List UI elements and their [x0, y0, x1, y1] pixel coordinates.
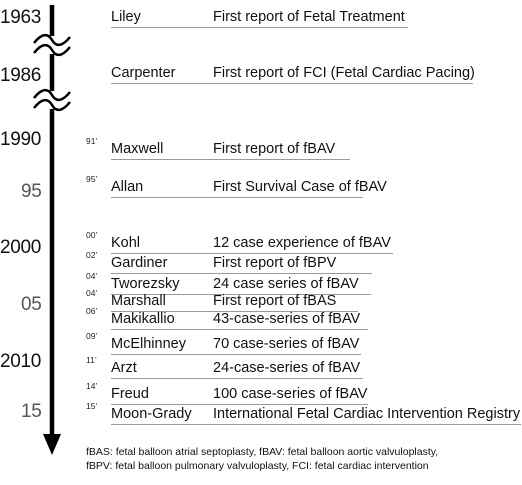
event-underline: [111, 404, 368, 405]
axis-break-mark: [34, 100, 70, 110]
year-label: 2010: [0, 351, 42, 372]
event-description: 43-case-series of fBAV: [213, 311, 361, 327]
event-year-abbr: 06’: [86, 306, 98, 316]
event-underline: [111, 329, 368, 330]
year-label: 05: [21, 294, 42, 315]
event-name: Carpenter: [111, 65, 176, 81]
event-name: Marshall: [111, 293, 166, 309]
event-description: 24 case series of fBAV: [213, 276, 359, 292]
year-label: 1986: [0, 65, 42, 86]
event-name: Freud: [111, 386, 149, 402]
year-label: 2000: [0, 237, 42, 258]
axis-arrow-head: [43, 434, 61, 455]
event-description: First Survival Case of fBAV: [213, 179, 387, 195]
event-year-abbr: 02’: [86, 250, 98, 260]
event-year-abbr: 09’: [86, 331, 98, 341]
event-name: Makikallio: [111, 311, 175, 327]
event-description: First report of fBPV: [213, 255, 337, 271]
event-name: Gardiner: [111, 255, 168, 271]
axis-break-mark: [34, 90, 70, 100]
year-label: 15: [21, 401, 42, 422]
year-label: 1990: [0, 129, 42, 150]
event-description: 70 case-series of fBAV: [213, 336, 360, 352]
event-underline: [111, 424, 521, 425]
event-underline: [111, 159, 350, 160]
event-name: Kohl: [111, 235, 141, 251]
event-name: McElhinney: [111, 336, 186, 352]
event-name: Arzt: [111, 360, 137, 376]
event-name: Maxwell: [111, 141, 164, 157]
event-underline: [111, 197, 363, 198]
event-name: Moon-Grady: [111, 406, 192, 422]
event-underline: [111, 253, 393, 254]
event-year-abbr: 00’: [86, 230, 98, 240]
footnote-line-1: fBAS: fetal balloon atrial septoplasty, fBAV: fetal balloon aortic valvuloplasty,: [86, 446, 439, 458]
event-description: 24-case-series of fBAV: [213, 360, 361, 376]
event-underline: [111, 273, 372, 274]
event-description: First report of Fetal Treatment: [213, 9, 405, 25]
event-description: International Fetal Cardiac Intervention Registry: [213, 406, 521, 422]
year-label: 95: [21, 181, 42, 202]
event-name: Liley: [111, 9, 141, 25]
footnote-line-2: fBPV: fetal balloon pulmonary valvuloplasty, FCI: fetal cardiac intervention: [86, 460, 429, 472]
event-year-abbr: 11’: [86, 355, 97, 365]
event-year-abbr: 95’: [86, 174, 98, 184]
event-year-abbr: 15’: [86, 401, 98, 411]
event-description: 100 case-series of fBAV: [213, 386, 368, 402]
event-year-abbr: 04’: [86, 288, 98, 298]
event-name: Tworezsky: [111, 276, 180, 292]
event-year-abbr: 14’: [86, 381, 98, 391]
year-label: 1963: [0, 7, 42, 28]
event-underline: [111, 378, 363, 379]
event-name: Allan: [111, 179, 144, 195]
axis-break-mark: [34, 35, 70, 45]
event-description: First report of FCI (Fetal Cardiac Pacing): [213, 65, 475, 81]
event-underline: [111, 27, 408, 28]
axis-break-mark: [34, 45, 70, 55]
event-description: First report of fBAV: [213, 141, 336, 157]
event-description: First report of fBAS: [213, 293, 337, 309]
event-year-abbr: 04’: [86, 271, 98, 281]
event-underline: [111, 354, 361, 355]
event-year-abbr: 91’: [86, 136, 98, 146]
event-description: 12 case experience of fBAV: [213, 235, 391, 251]
event-underline: [111, 83, 473, 84]
